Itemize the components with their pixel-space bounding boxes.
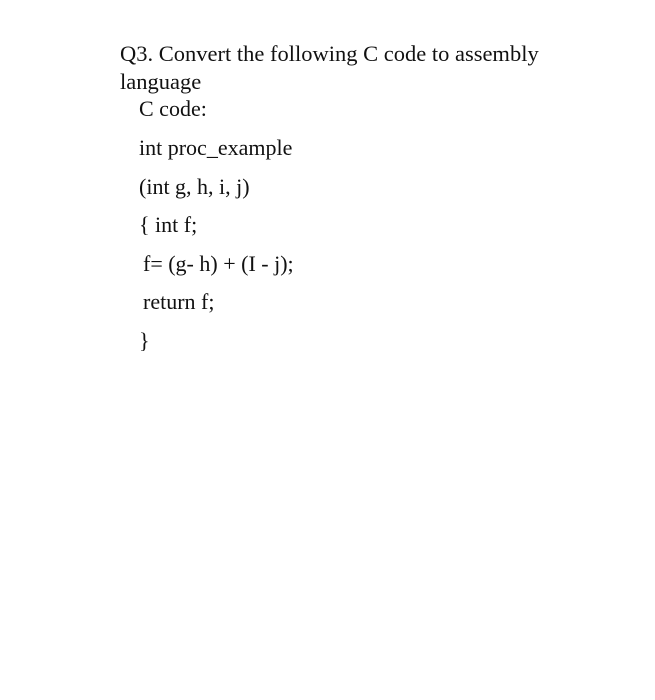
code-line: (int g, h, i, j): [139, 174, 250, 199]
code-line: return f;: [143, 289, 215, 314]
question-title: Q3. Convert the following C code to assembly: [120, 41, 539, 66]
code-line: int proc_example: [139, 135, 293, 160]
code-line: }: [139, 328, 150, 353]
question-title-continued: language: [120, 69, 202, 94]
code-line: f= (g- h) + (I - j);: [143, 251, 294, 276]
code-label: C code:: [139, 96, 207, 121]
code-line: { int f;: [139, 212, 198, 237]
